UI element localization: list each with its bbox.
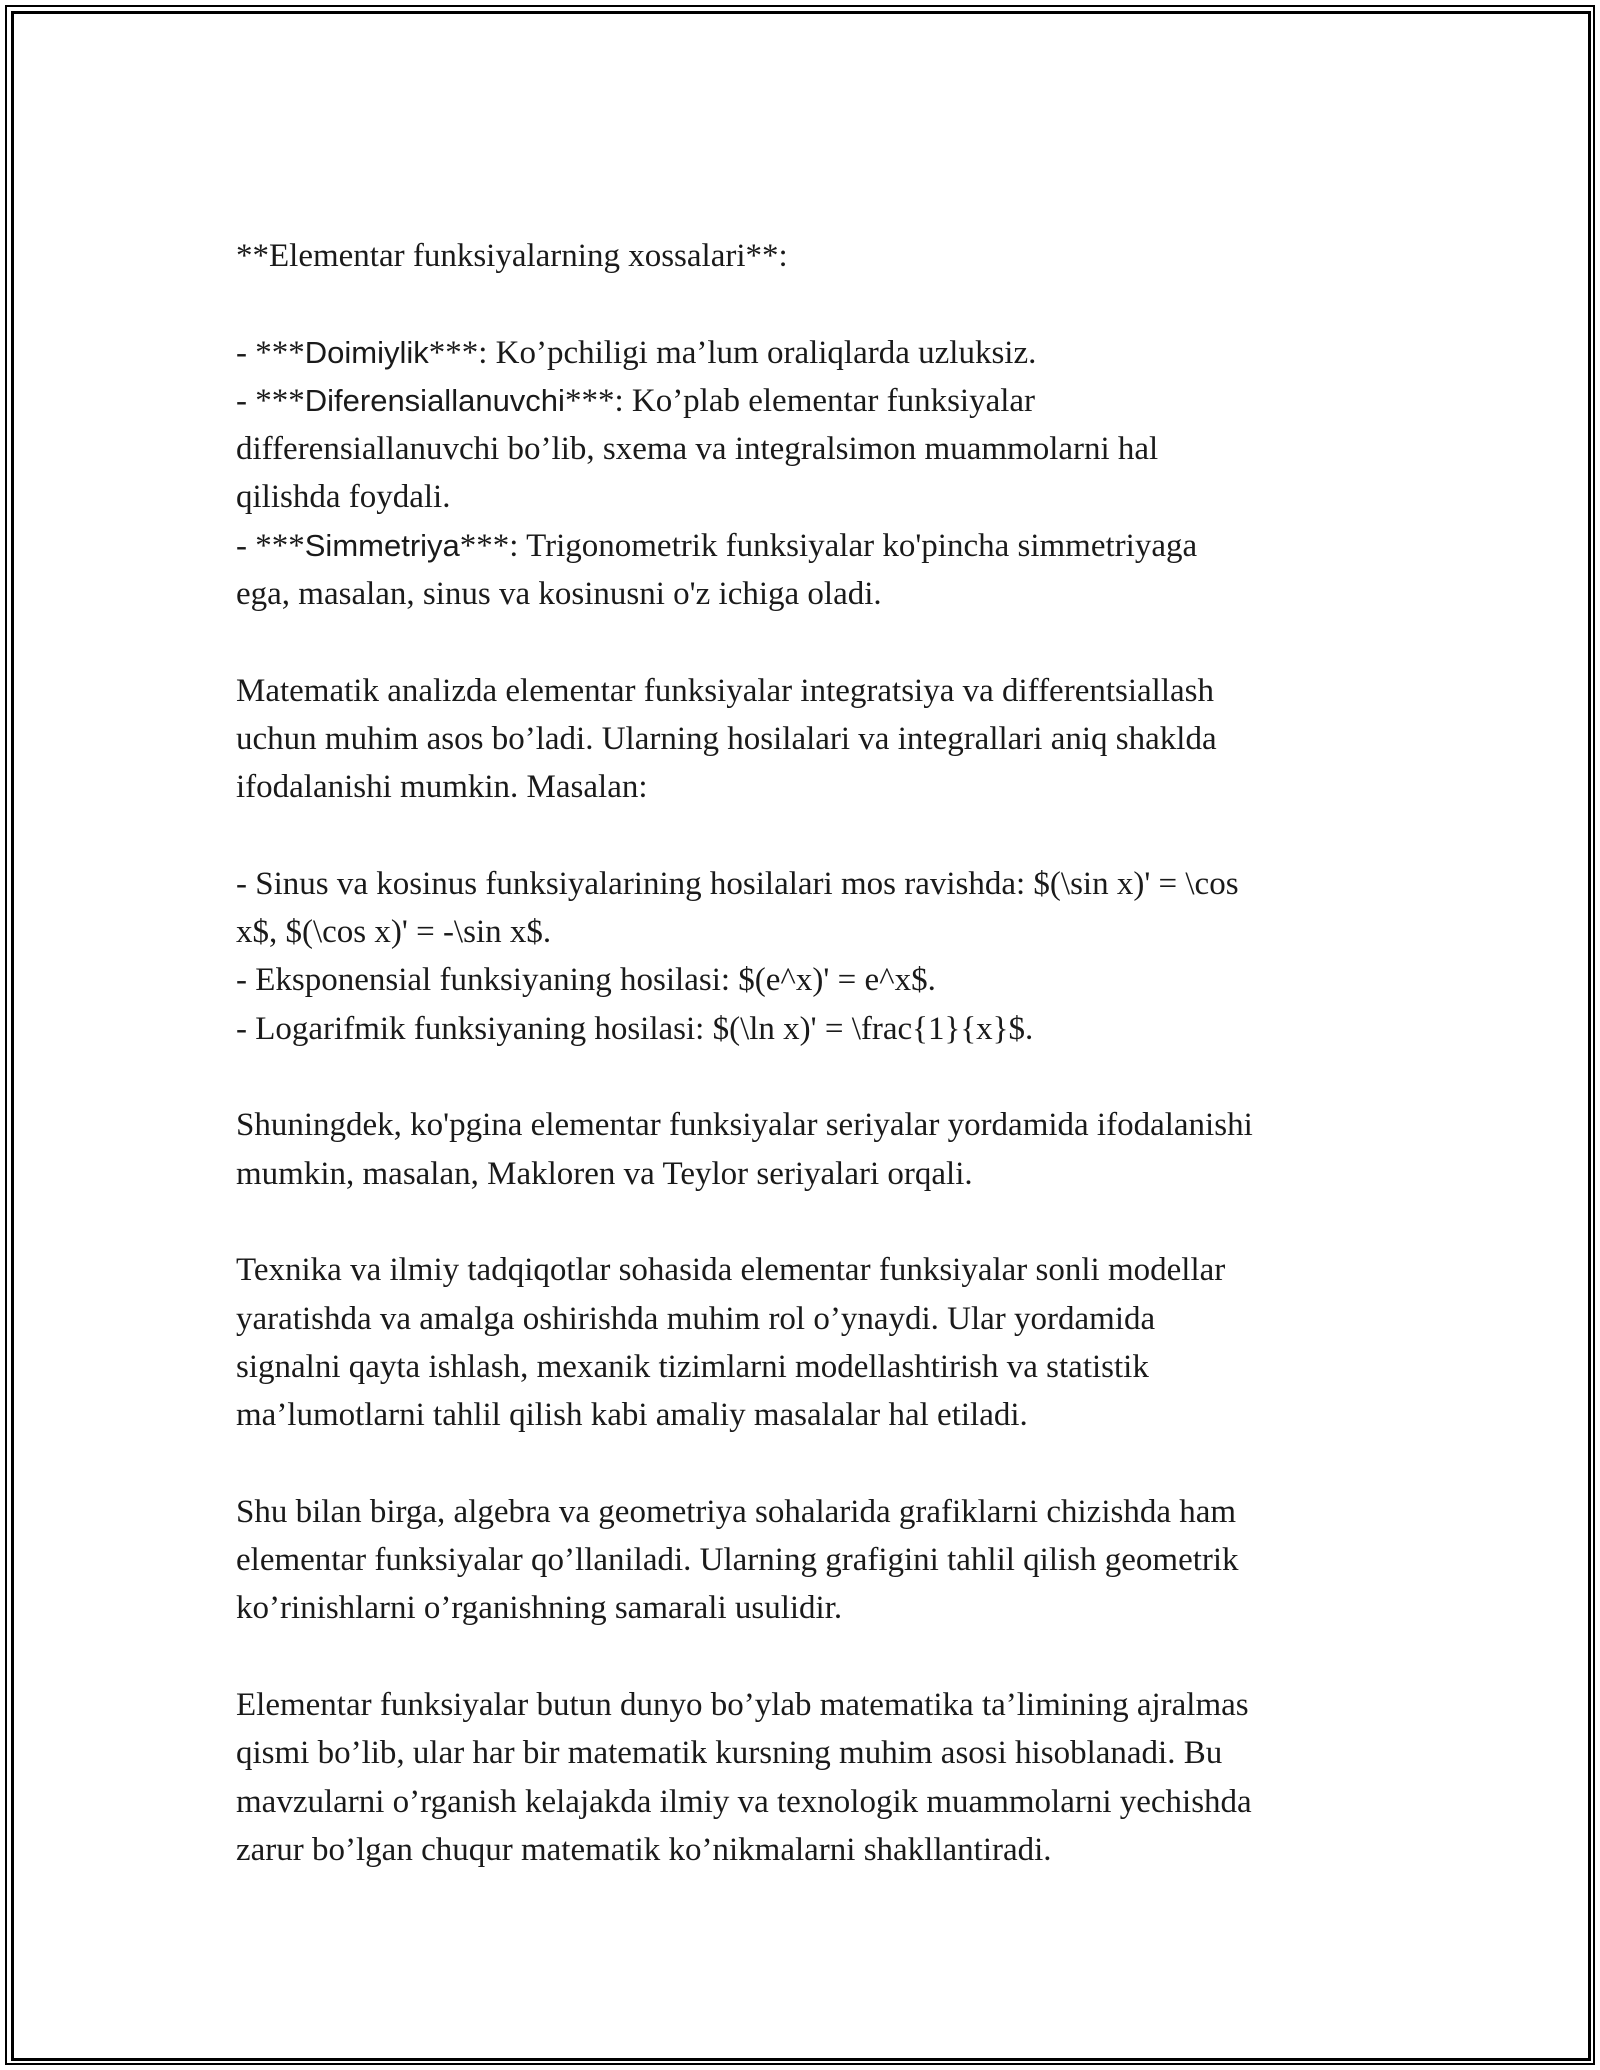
document-body [236,232,1396,1874]
property-suffix: ***: [564,382,632,419]
paragraph-line: zarur bo’lgan chuqur matematik ko’nikmalarni shakllantiradi. [236,1831,1052,1868]
paragraph-line: Matematik analizda elementar funksiyalar integratsiya va differentsiallash [236,672,1214,709]
property-text-line: qilishda foydali. [236,479,451,516]
paragraph-line: ifodalanishi mumkin. Masalan: [236,769,648,806]
property-item-diferensiallanuvchi [236,377,1396,425]
spacer [236,1198,1396,1246]
property-term: Simmetriya [304,527,460,563]
spacer [236,1053,1396,1101]
paragraph-line: Elementar funksiyalar butun dunyo bo’ylab matematika ta’limining ajralmas [236,1686,1249,1723]
paragraph-line: yaratishda va amalga oshirishda muhim rol o’ynaydi. Ular yordamida [236,1300,1156,1337]
spacer [236,618,1396,666]
paragraph-line: mumkin, masalan, Makloren va Teylor seriyalari orqali. [236,1155,973,1192]
example-line: - Sinus va kosinus funksiyalarining hosilalari mos ravishda: $(\sin x)' = \cos [236,865,1239,902]
example-line: - Eksponensial funksiyaning hosilasi: $(e^x)' = e^x$. [236,962,936,999]
spacer [236,1633,1396,1681]
paragraph-line: Shuningdek, ko'pgina elementar funksiyalar seriyalar yordamida ifodalanishi [236,1107,1253,1144]
property-item-simmetriya [236,522,1396,570]
paragraph-line: ko’rinishlarni o’rganishning samarali usulidir. [236,1590,843,1627]
property-text: Ko’plab elementar funksiyalar [631,382,1036,419]
paragraph-line: qismi bo’lib, ular har bir matematik kursning muhim asosi hisoblanadi. Bu [236,1735,1223,1772]
paragraph-line: uchun muhim asos bo’ladi. Ularning hosilalari va integrallari aniq shaklda [236,720,1217,757]
property-prefix: - *** [236,334,305,371]
property-prefix: - *** [236,382,305,419]
property-text-line: ega, masalan, sinus va kosinusni o'z ichiga oladi. [236,576,882,613]
section-heading: **Elementar funksiyalarning xossalari**: [236,238,788,274]
property-term: Doimiylik [304,334,429,370]
spacer [236,280,1396,328]
property-prefix: - *** [236,527,305,564]
property-suffix: ***: [428,334,496,371]
paragraph-line: Shu bilan birga, algebra va geometriya sohalarida grafiklarni chizishda ham [236,1493,1237,1530]
paragraph-line: elementar funksiyalar qo’llaniladi. Ularning grafigini tahlil qilish geometrik [236,1542,1239,1579]
paragraph-line: signalni qayta ishlash, mexanik tizimlarni modellashtirish va statistik [236,1348,1149,1385]
property-text: Trigonometrik funksiyalar ko'pincha simmetriyaga [526,527,1198,564]
spacer [236,1439,1396,1487]
paragraph-line: mavzularni o’rganish kelajakda ilmiy va texnologik muammolarni yechishda [236,1783,1252,1820]
property-term: Diferensiallanuvchi [304,382,565,418]
property-suffix: ***: [459,527,527,564]
paragraph-line: Texnika va ilmiy tadqiqotlar sohasida elementar funksiyalar sonli modellar [236,1252,1226,1289]
example-line: x$, $(\cos x)' = -\sin x$. [236,914,552,951]
example-line: - Logarifmik funksiyaning hosilasi: $(\ln x)' = \frac{1}{x}$. [236,1010,1034,1047]
property-text: Ko’pchiligi ma’lum oraliqlarda uzluksiz. [495,334,1037,371]
spacer [236,812,1396,860]
paragraph-line: ma’lumotlarni tahlil qilish kabi amaliy masalalar hal etiladi. [236,1397,1028,1434]
property-item-doimiylik [236,329,1396,377]
property-text-line: differensiallanuvchi bo’lib, sxema va integralsimon muammolarni hal [236,431,1159,468]
